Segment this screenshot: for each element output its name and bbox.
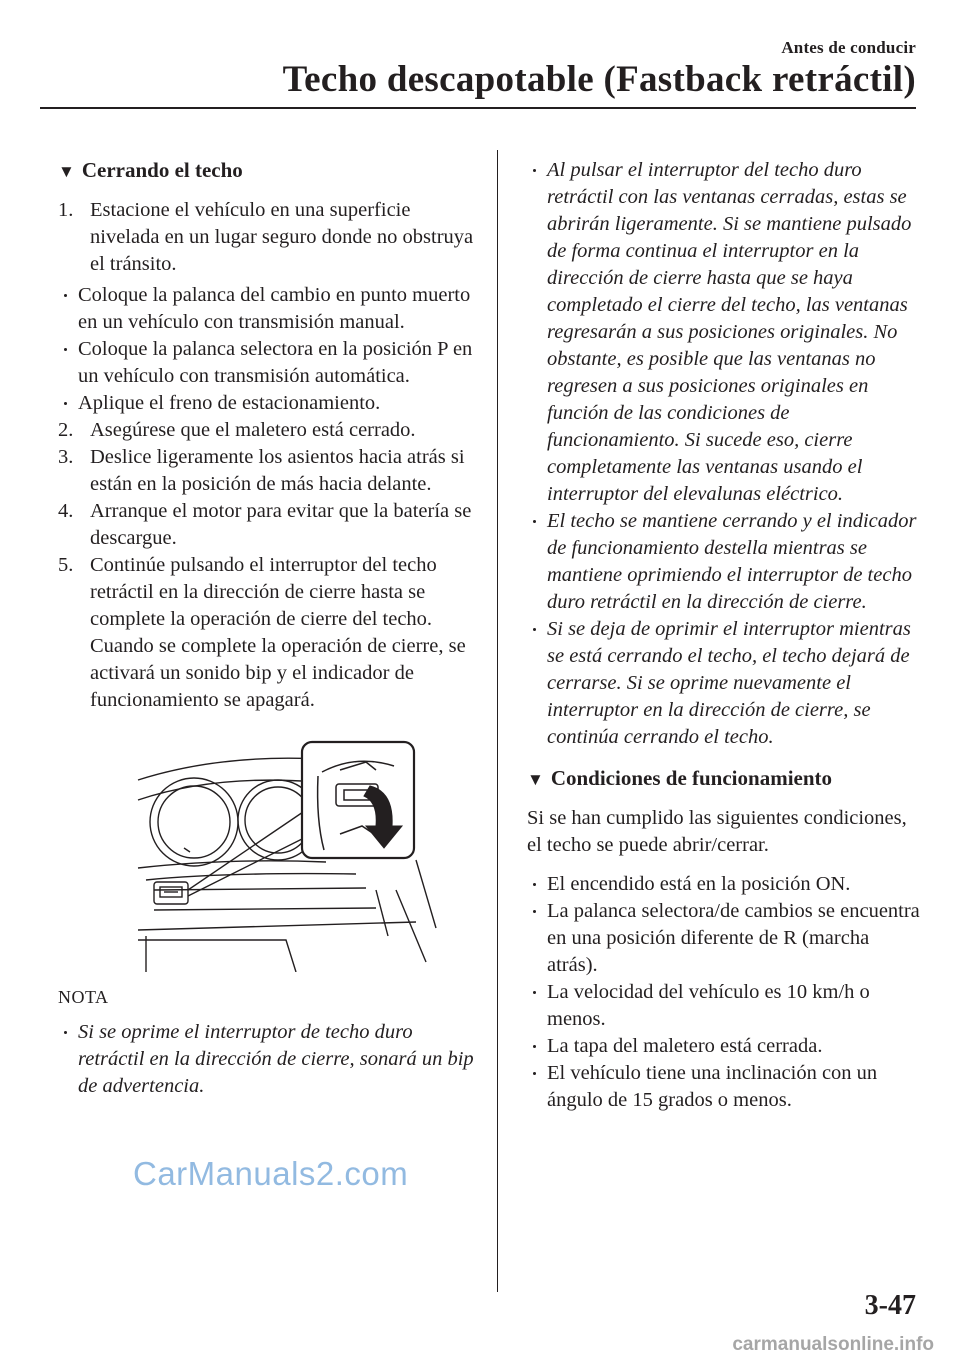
steps-list-continued: [58, 417, 478, 714]
list-item: El encendido está en la posición ON.: [527, 871, 922, 898]
list-item: Aplique el freno de estacionamiento.: [58, 390, 478, 417]
step-text: Estacione el vehículo en una superficie nivelada en un lugar seguro donde no obstruya el tránsito.: [90, 199, 474, 275]
page-title: Techo descapotable (Fastback retráctil): [282, 59, 916, 100]
step-item: [58, 498, 478, 552]
list-item: Coloque la palanca del cambio en punto muerto en un vehículo con transmisión manual.: [58, 282, 478, 336]
conditions-list: [527, 871, 922, 1114]
watermark: CarManuals2.com: [133, 1155, 409, 1192]
step-text: Continúe pulsando el interruptor del techo retráctil en la dirección de cierre hasta se complete la operación de cierre del techo. Cuando se complete la operación de cierre, se activará un sonido bip y el indicador de funcionamiento se apagará.: [90, 554, 466, 711]
roof-switch-illustration: [126, 740, 443, 972]
step-number: 4.: [58, 500, 74, 522]
list-item: La palanca selectora/de cambios se encuentra en una posición diferente de R (marcha atrás).: [527, 898, 922, 979]
heading-text: Condiciones de funcionamiento: [550, 766, 833, 790]
list-item: La tapa del maletero está cerrada.: [527, 1033, 922, 1060]
footer-url[interactable]: carmanualsonline.info: [732, 1334, 934, 1355]
step-text: Arranque el motor para evitar que la batería se descargue.: [90, 500, 472, 549]
step-item: [58, 197, 478, 278]
column-divider: [497, 150, 498, 1292]
left-column: [58, 157, 478, 1100]
triangle-down-icon: ▼: [58, 162, 75, 181]
list-item: Si se oprime el interruptor de techo duro retráctil en la dirección de cierre, sonará un bip de advertencia.: [58, 1019, 478, 1100]
note-label: NOTA: [58, 987, 109, 1007]
right-column: [527, 157, 922, 1114]
list-item: Al pulsar el interruptor del techo duro retráctil con las ventanas cerradas, estas se abrirán ligeramente. Si se mantiene pulsado de forma continua el interruptor en la dirección de cierre hasta que se haya completado el cierre del techo, las ventanas regresarán a sus posiciones originales. No obstante, es posible que las ventanas no regresen a sus posiciones originales en función de las condiciones de funcionamiento. Si sucede eso, cierre completamente las ventanas usando el interruptor del elevalunas eléctrico.: [527, 157, 922, 508]
step-number: 3.: [58, 446, 74, 468]
switch-inset: [302, 742, 414, 858]
list-item: El techo se mantiene cerrando y el indicador de funcionamiento destella mientras se mantiene oprimiendo el interruptor de techo duro retráctil en la dirección de cierre.: [527, 508, 922, 616]
header-rule: [40, 107, 916, 109]
section-name: Antes de conducir: [781, 38, 916, 57]
note-bullets-continued: [527, 157, 922, 751]
list-item: La velocidad del vehículo es 10 km/h o menos.: [527, 979, 922, 1033]
step-number: 2.: [58, 419, 74, 441]
heading-text: Cerrando el techo: [81, 158, 243, 182]
step-text: Asegúrese que el maletero está cerrado.: [90, 419, 416, 441]
conditions-intro: Si se han cumplido las siguientes condiciones, el techo se puede abrir/cerrar.: [527, 807, 907, 856]
triangle-down-icon: ▼: [527, 770, 544, 789]
dashboard-switch-drawing: [126, 740, 443, 972]
step-1-bullets: [58, 282, 478, 417]
step-number: 1.: [58, 199, 74, 221]
step-text: Deslice ligeramente los asientos hacia atrás si están en la posición de más hacia delante.: [90, 446, 465, 495]
list-item: Coloque la palanca selectora en la posición P en un vehículo con transmisión automática.: [58, 336, 478, 390]
list-item: El vehículo tiene una inclinación con un ángulo de 15 grados o menos.: [527, 1060, 922, 1114]
list-item: Si se deja de oprimir el interruptor mientras se está cerrando el techo, el techo dejará de cerrarse. Si se oprime nuevamente el interruptor en la dirección de cierre, se continúa cerrando el techo.: [527, 616, 922, 751]
step-item: [58, 444, 478, 498]
step-item: [58, 417, 478, 444]
step-item: [58, 552, 478, 714]
note-bullets: [58, 1019, 478, 1100]
steps-list: [58, 197, 478, 278]
step-number: 5.: [58, 554, 74, 576]
page-number: 3-47: [864, 1290, 916, 1321]
section-heading-closing-roof: [58, 157, 478, 185]
section-heading-conditions: [527, 765, 922, 793]
